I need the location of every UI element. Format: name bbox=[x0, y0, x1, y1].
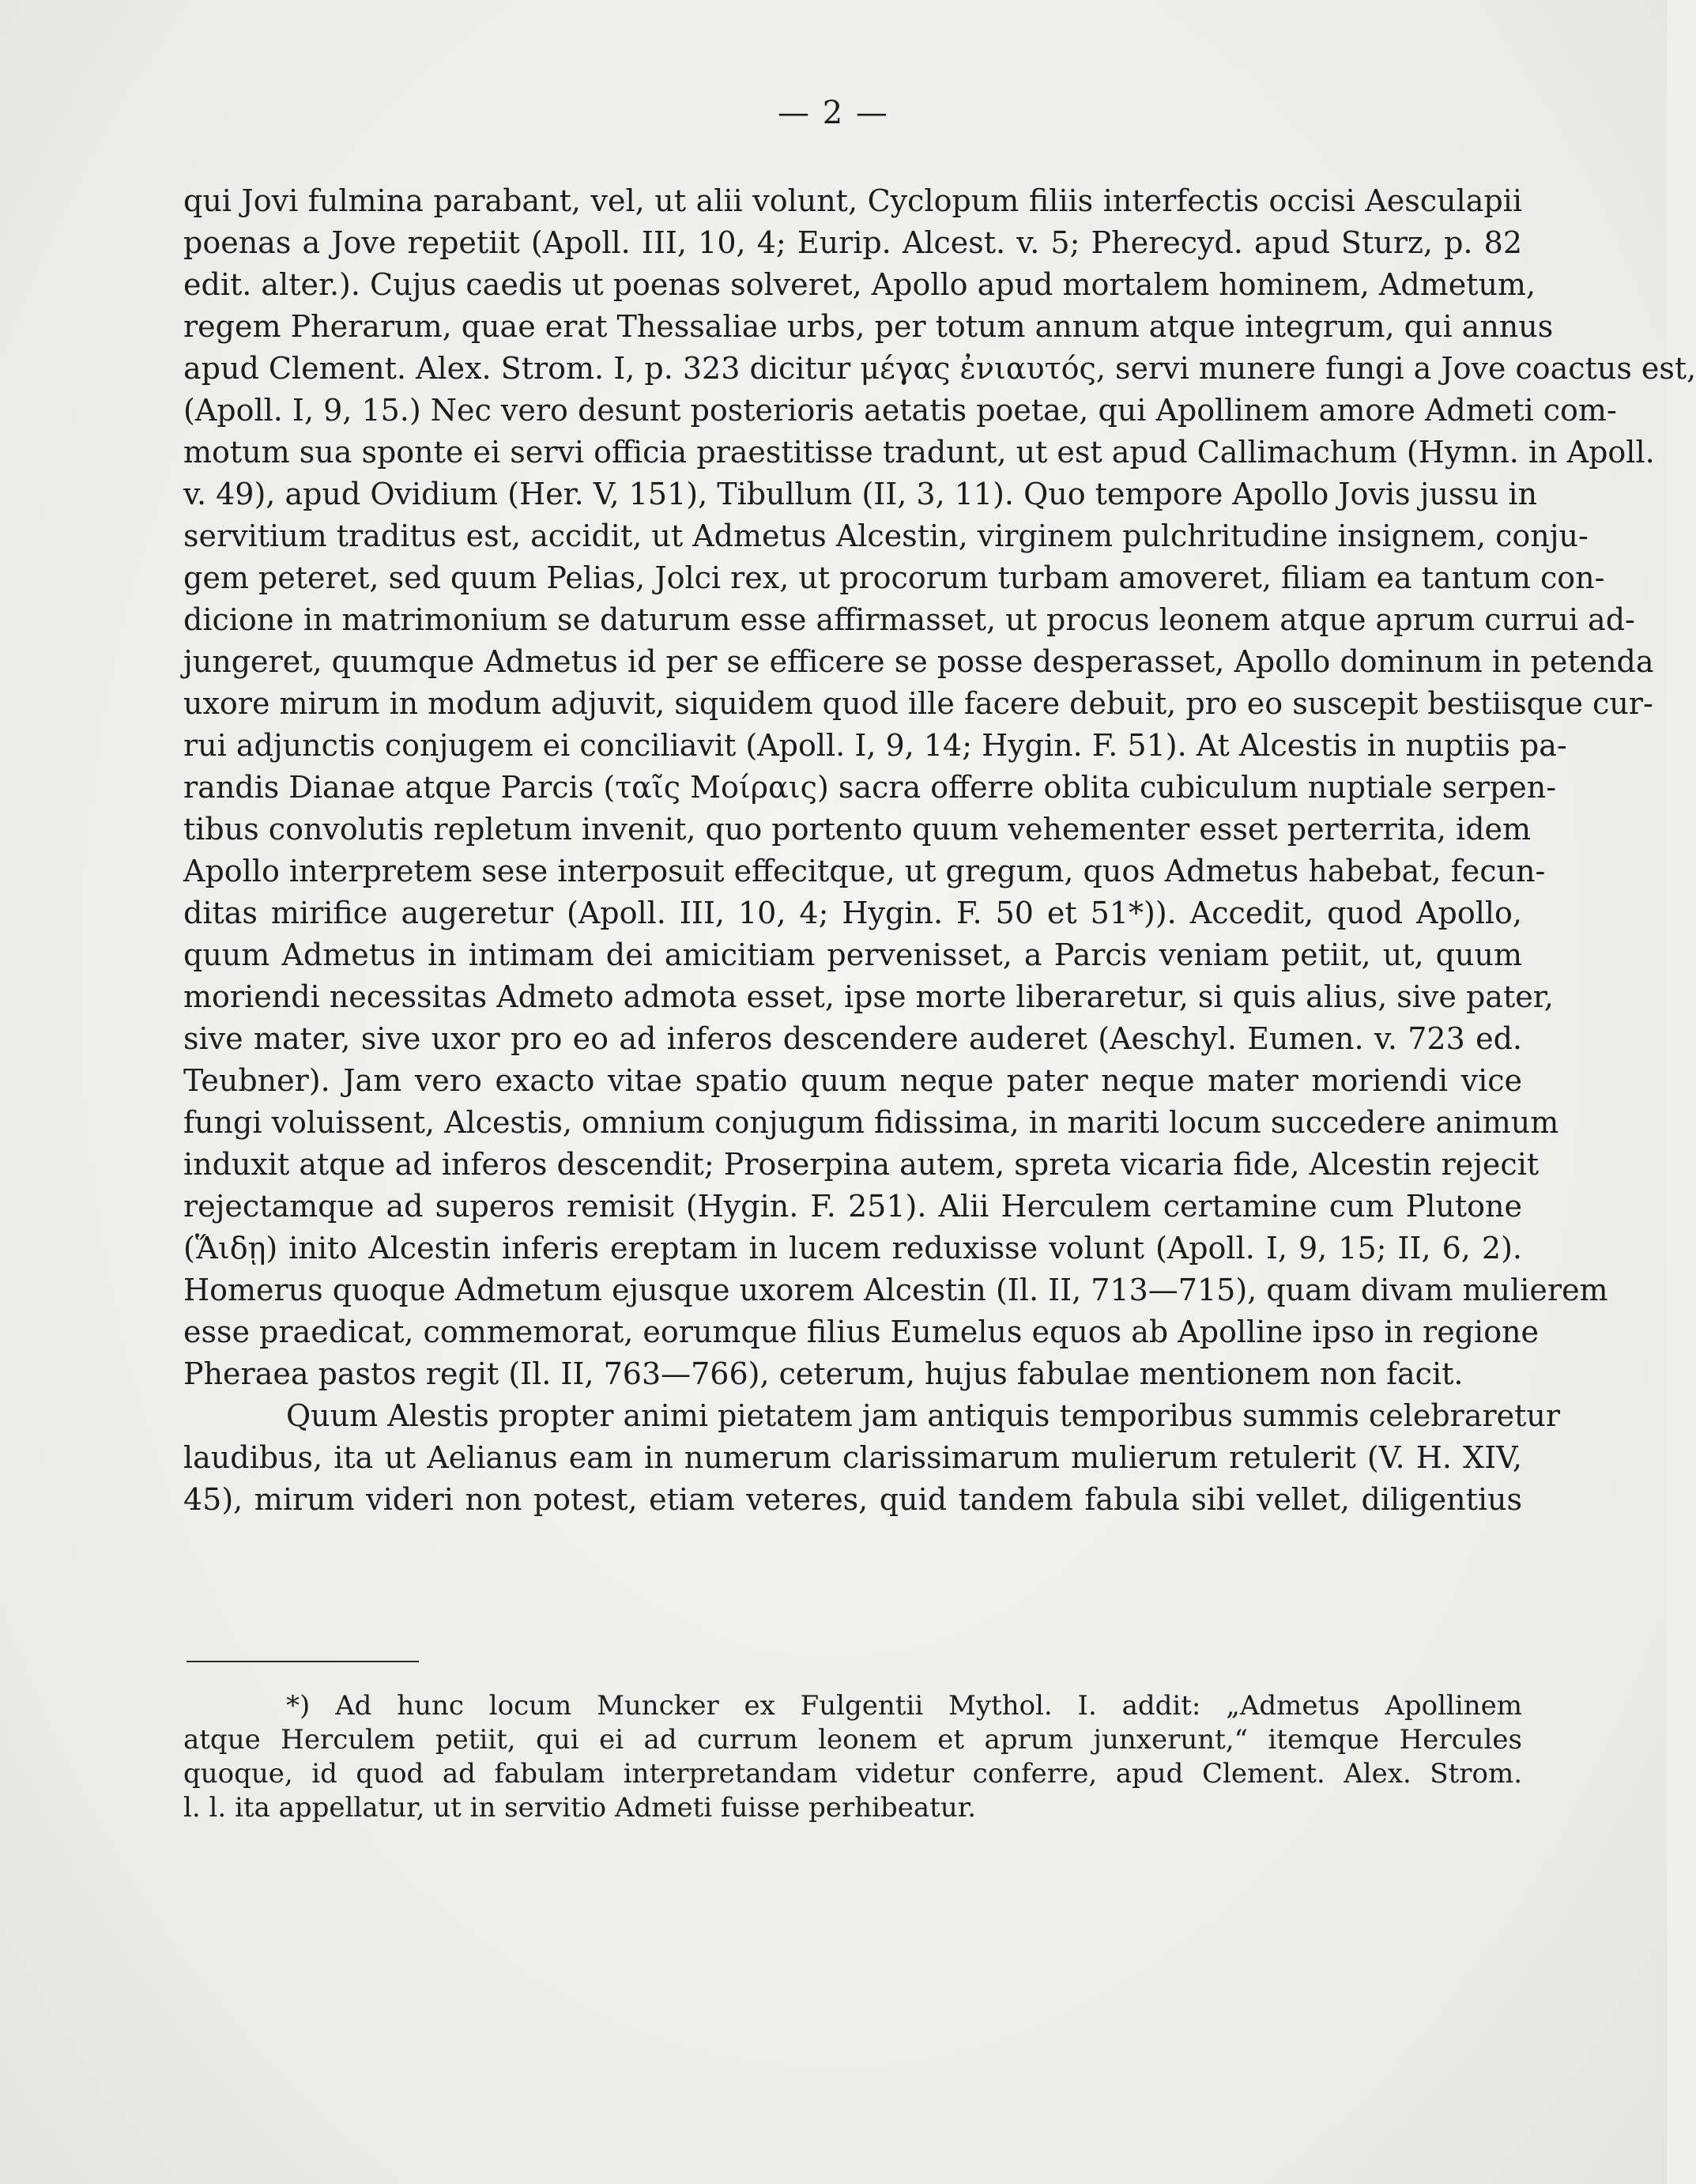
body-line: moriendi necessitas Admeto admota esset, ipse morte liberaretur, si quis alius, sive pater, bbox=[183, 979, 1554, 1014]
body-line: esse praedicat, commemorat, eorumque filius Eumelus equos ab Apolline ipso in regione bbox=[183, 1315, 1540, 1349]
body-line: regem Pherarum, quae erat Thessaliae urbs, per totum annum atque integrum, qui annus bbox=[183, 309, 1554, 344]
body-line: poenas a Jove repetiit (Apoll. III, 10, 4; Eurip. Alcest. v. 5; Pherecyd. apud Sturz, p. 82 bbox=[183, 225, 1522, 260]
body-line: edit. alter.). Cujus caedis ut poenas solveret, Apollo apud mortalem hominem, Admetum, bbox=[183, 267, 1536, 302]
body-line: (Ἅιδῃ) inito Alcestin inferis ereptam in lucem reduxisse volunt (Apoll. I, 9, 15; II, 6, 2). bbox=[183, 1231, 1522, 1266]
body-line: laudibus, ita ut Aelianus eam in numerum clarissimarum mulierum retulerit (V. H. XIV, bbox=[183, 1440, 1522, 1475]
body-line: dicione in matrimonium se daturum esse affirmasset, ut procus leonem atque aprum currui ad- bbox=[183, 602, 1635, 637]
body-line: rui adjunctis conjugem ei conciliavit (Apoll. I, 9, 14; Hygin. F. 51). At Alcestis in nuptiis pa- bbox=[183, 728, 1567, 763]
body-line: induxit atque ad inferos descendit; Proserpina autem, spreta vicaria fide, Alcestin rejecit bbox=[183, 1147, 1540, 1182]
footnote-line: atque Herculem petiit, qui ei ad currum leonem et aprum junxerunt,“ itemque Hercules bbox=[183, 1724, 1522, 1756]
body-line: 45), mirum videri non potest, etiam veteres, quid tandem fabula sibi vellet, diligentius bbox=[183, 1482, 1522, 1517]
footnote-line: l. l. ita appellatur, ut in servitio Admeti fuisse perhibeatur. bbox=[183, 1792, 977, 1824]
footnote-line: quoque, id quod ad fabulam interpretandam videtur conferre, apud Clement. Alex. Strom. bbox=[183, 1758, 1522, 1790]
body-line: uxore mirum in modum adjuvit, siquidem quod ille facere debuit, pro eo suscepit bestiisque cur- bbox=[183, 686, 1653, 721]
body-line: fungi voluissent, Alcestis, omnium conjugum fidissima, in mariti locum succedere animum bbox=[183, 1105, 1559, 1140]
body-line: randis Dianae atque Parcis (ταῖς Μοίραις) sacra offerre oblita cubiculum nuptiale serpen- bbox=[183, 770, 1557, 805]
body-line: (Apoll. I, 9, 15.) Nec vero desunt posterioris aetatis poetae, qui Apollinem amore Admeti com- bbox=[183, 393, 1617, 428]
body-line: jungeret, quumque Admetus id per se efficere se posse desperasset, Apollo dominum in petenda bbox=[183, 644, 1654, 679]
body-line: motum sua sponte ei servi officia praestitisse tradunt, ut est apud Callimachum (Hymn. in Apoll. bbox=[183, 435, 1655, 470]
body-line: Homerus quoque Admetum ejusque uxorem Alcestin (Il. II, 713—715), quam divam mulierem bbox=[183, 1273, 1608, 1307]
body-line: servitium traditus est, accidit, ut Admetus Alcestin, virginem pulchritudine insignem, conju- bbox=[183, 519, 1589, 553]
body-text bbox=[183, 180, 1696, 1521]
footnote-line: *) Ad hunc locum Muncker ex Fulgentii Mythol. I. addit: „Admetus Apollinem bbox=[286, 1690, 1522, 1722]
body-line: Pheraea pastos regit (Il. II, 763—766), ceterum, hujus fabulae mentionem non facit. bbox=[183, 1356, 1464, 1391]
body-line: ditas mirifice augeretur (Apoll. III, 10, 4; Hygin. F. 50 et 51*)). Accedit, quod Apollo, bbox=[183, 896, 1522, 930]
body-line: Teubner). Jam vero exacto vitae spatio quum neque pater neque mater moriendi vice bbox=[183, 1063, 1522, 1098]
body-line: tibus convolutis repletum invenit, quo portento quum vehementer esset perterrita, idem bbox=[183, 812, 1532, 847]
body-line: Apollo interpretem sese interposuit effecitque, ut gregum, quos Admetus habebat, fecun- bbox=[183, 854, 1546, 888]
page-number: — 2 — bbox=[778, 95, 889, 131]
footnote bbox=[183, 1689, 1522, 1825]
body-line: quum Admetus in intimam dei amicitiam pervenisset, a Parcis veniam petiit, ut, quum bbox=[183, 937, 1522, 972]
body-line: sive mater, sive uxor pro eo ad inferos descendere auderet (Aeschyl. Eumen. v. 723 ed. bbox=[183, 1021, 1522, 1056]
body-line: v. 49), apud Ovidium (Her. V, 151), Tibullum (II, 3, 11). Quo tempore Apollo Jovis jussu in bbox=[183, 477, 1538, 511]
footnote-divider bbox=[187, 1661, 419, 1662]
body-line: apud Clement. Alex. Strom. I, p. 323 dicitur μέγας ἐνιαυτός, servi munere fungi a Jove coactus est, bbox=[183, 351, 1696, 386]
body-line: qui Jovi fulmina parabant, vel, ut alii volunt, Cyclopum filiis interfectis occisi Aesculapii bbox=[183, 183, 1522, 218]
body-line: rejectamque ad superos remisit (Hygin. F. 251). Alii Herculem certamine cum Plutone bbox=[183, 1189, 1522, 1224]
body-line: Quum Alestis propter animi pietatem jam antiquis temporibus summis celebraretur bbox=[286, 1398, 1561, 1433]
body-line: gem peteret, sed quum Pelias, Jolci rex, ut procorum turbam amoveret, filiam ea tantum con- bbox=[183, 560, 1605, 595]
